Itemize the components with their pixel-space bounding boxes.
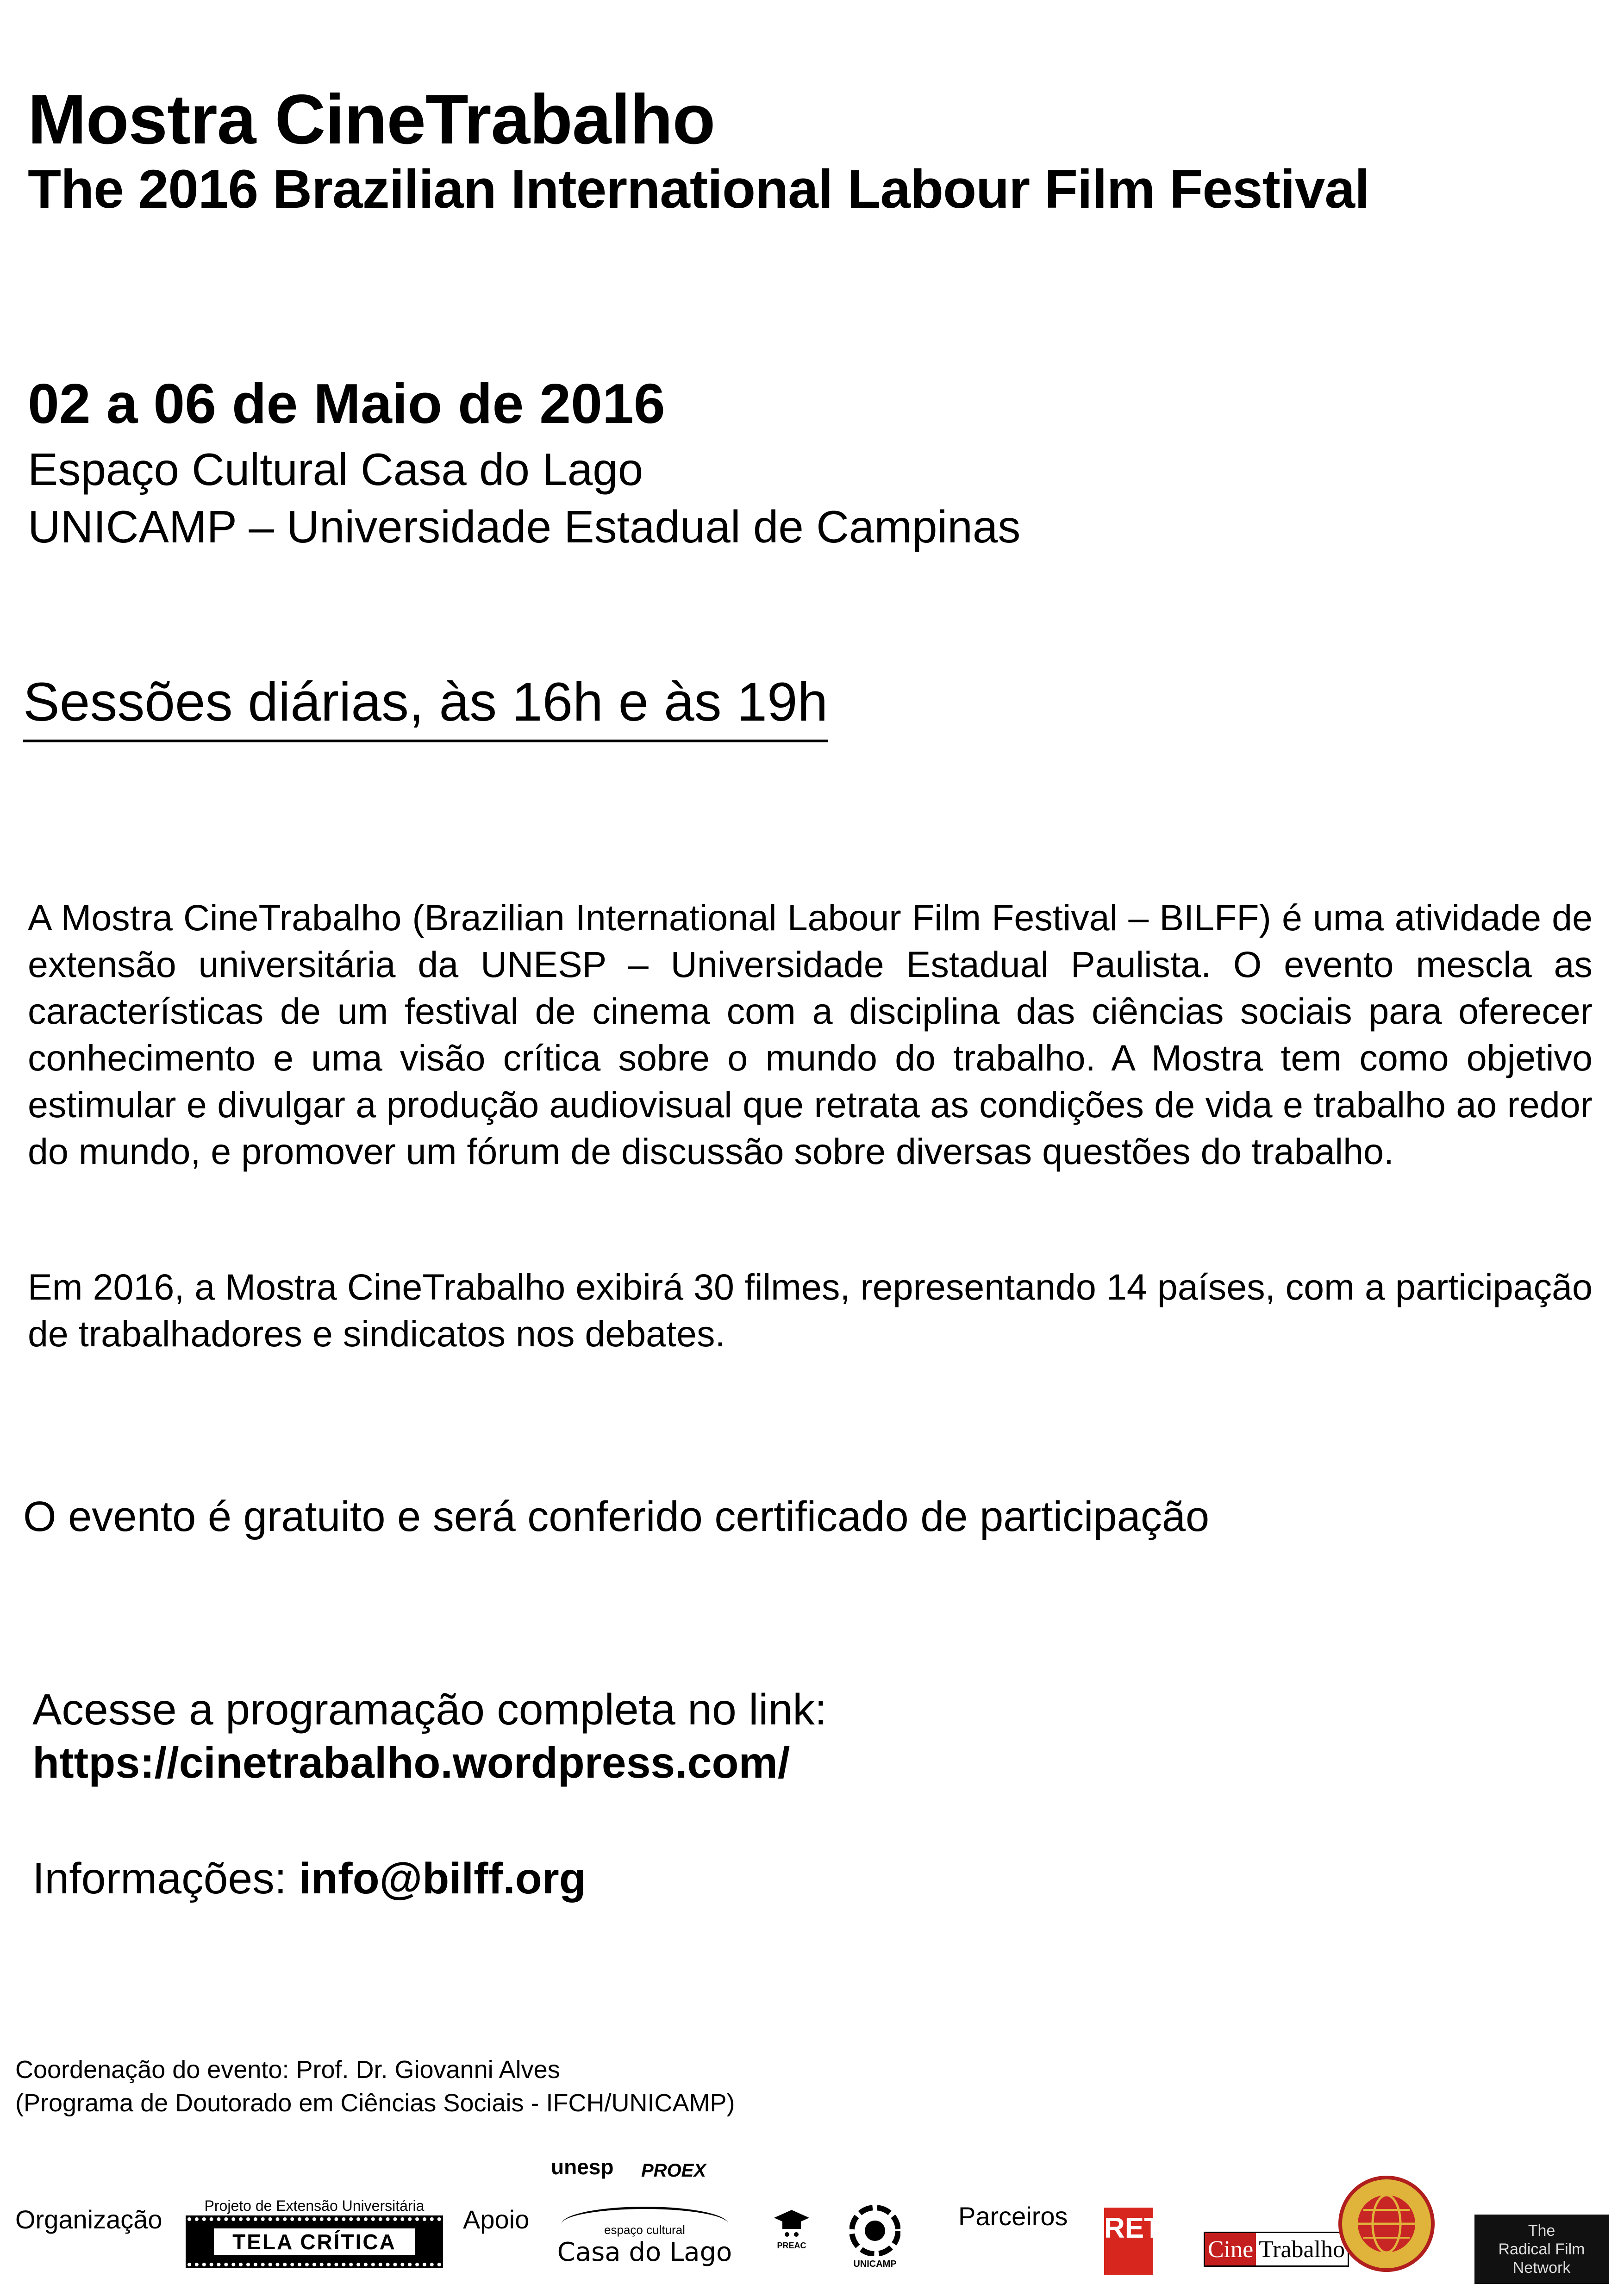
- casa-small-text: espaço cultural: [604, 2223, 685, 2237]
- organizacao-label: Organização: [15, 2205, 162, 2234]
- trabalho-text: Trabalho: [1259, 2236, 1345, 2263]
- free-notice: O evento é gratuito e será conferido certificado de participação: [23, 1493, 1210, 1540]
- unesp-logo: unesp: [551, 2155, 614, 2179]
- apoio-label: Apoio: [463, 2205, 530, 2234]
- preac-text: PREAC: [777, 2241, 806, 2251]
- ret-logo: [1104, 2208, 1162, 2275]
- films-paragraph: Em 2016, a Mostra CineTrabalho exibirá 30 filmes, representando 14 países, com a participação de trabalhadores e sindicatos nos debates.: [28, 1266, 1593, 1354]
- parceiros-label: Parceiros: [958, 2202, 1068, 2231]
- program-credit: (Programa de Doutorado em Ciências Sociais - IFCH/UNICAMP): [15, 2089, 735, 2117]
- venue-name: Espaço Cultural Casa do Lago: [28, 444, 643, 495]
- poster-title: Mostra CineTrabalho: [28, 80, 715, 159]
- cinetrabalho-logo: [1204, 2232, 1349, 2267]
- tela-critica-text: TELA CRÍTICA: [214, 2228, 415, 2255]
- description-paragraph: A Mostra CineTrabalho (Brazilian International Labour Film Festival – BILFF) é uma atividade de extensão universitária da UNESP – Universidade Estadual Paulista. O evento mescla as características de um festival de cinema com a disciplina das ciências sociais para oferecer conhecimento e uma visão crítica sobre o mundo do trabalho. A Mostra tem como objetivo estimular e divulgar a produção audiovisual que retrata as condições de vida e trabalho ao redor do mundo, e promover um fórum de discussão sobre diversas questões do trabalho.: [28, 897, 1593, 1172]
- program-label: Acesse a programação completa no link:: [32, 1685, 827, 1734]
- unicamp-text: UNICAMP: [853, 2259, 897, 2269]
- unicamp-emblem-icon: [849, 2205, 900, 2256]
- proex-logo: PROEX: [641, 2160, 706, 2181]
- session-times: Sessões diárias, às 16h e às 19h: [23, 671, 828, 742]
- venue-university: UNICAMP – Universidade Estadual de Campinas: [28, 501, 1021, 552]
- casa-big-text: Casa do Lago: [557, 2237, 732, 2267]
- poster-subtitle: The 2016 Brazilian International Labour Film Festival: [28, 159, 1369, 220]
- event-dates: 02 a 06 de Maio de 2016: [28, 372, 665, 435]
- global-labour-film-festival-logo: [1338, 2175, 1435, 2272]
- preac-logo: [771, 2208, 812, 2251]
- tela-critica-filmstrip: [187, 2217, 441, 2266]
- radical-line3: Network: [1512, 2259, 1571, 2277]
- graduation-cap-icon: [773, 2208, 810, 2240]
- globe-icon: [1338, 2175, 1435, 2272]
- radical-line1: The: [1528, 2222, 1555, 2240]
- unicamp-logo: [847, 2205, 903, 2270]
- radical-line2: Radical Film: [1498, 2240, 1585, 2258]
- coordination-credit: Coordenação do evento: Prof. Dr. Giovanni Alves: [15, 2056, 560, 2084]
- tela-critica-logo: [187, 2197, 441, 2266]
- info-label: Informações:: [32, 1854, 299, 1903]
- program-link[interactable]: https://cinetrabalho.wordpress.com/: [32, 1738, 790, 1787]
- casa-do-lago-logo: [556, 2207, 734, 2267]
- ret-text: RET: [1104, 2212, 1162, 2244]
- tela-critica-top: Projeto de Extensão Universitária: [204, 2197, 425, 2214]
- radical-film-network-logo: [1474, 2215, 1609, 2284]
- info-email[interactable]: info@bilff.org: [299, 1854, 586, 1903]
- cine-text: Cine: [1205, 2233, 1256, 2265]
- info-line: [32, 1854, 586, 1904]
